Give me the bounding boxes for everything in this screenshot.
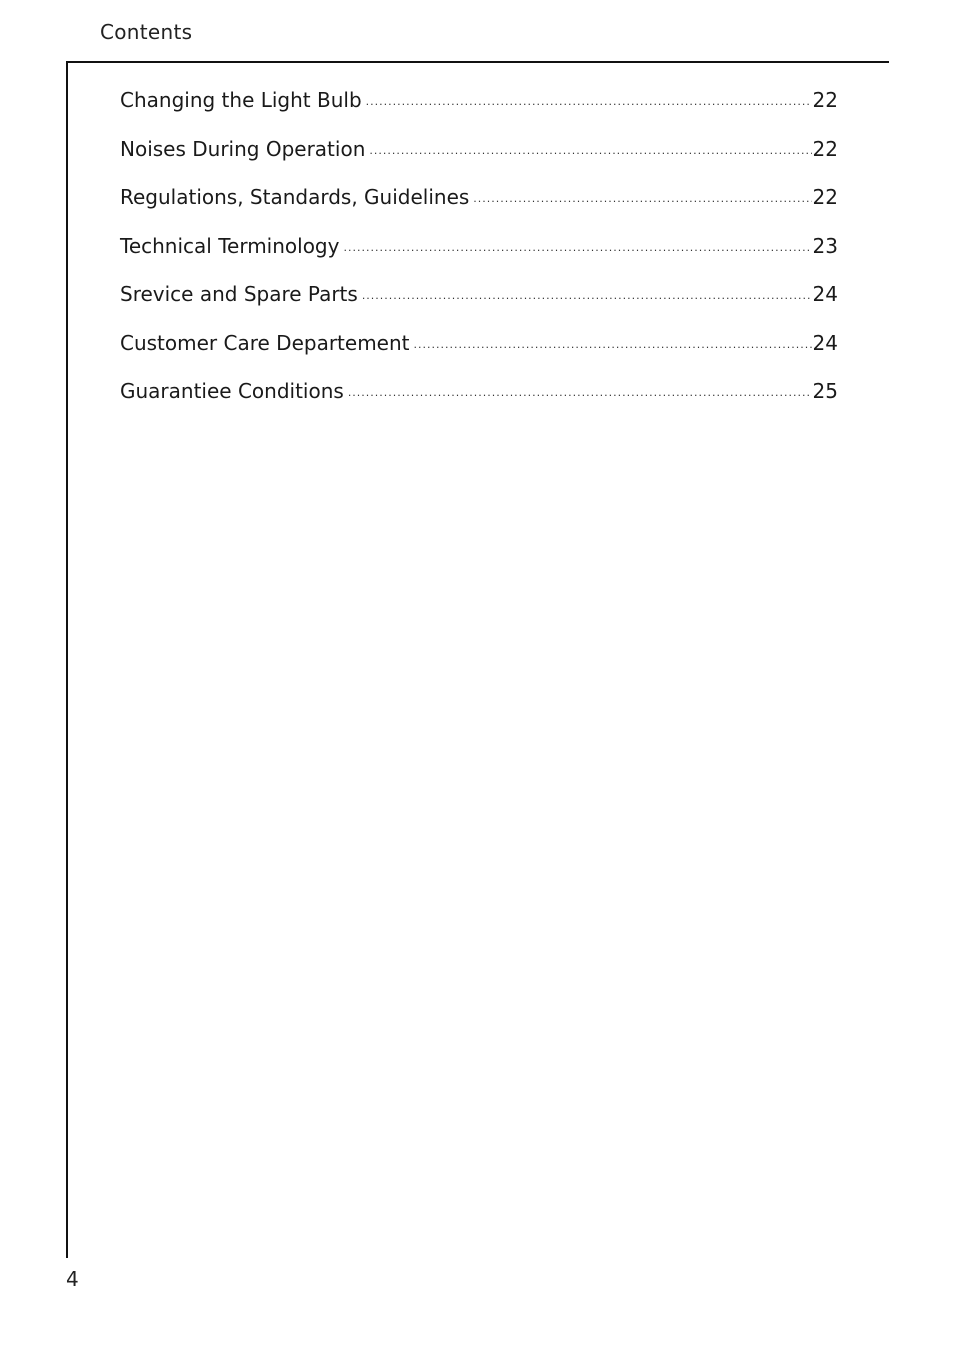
toc-entry-page: 23 <box>812 233 838 258</box>
toc-entry-service-spare-parts[interactable] <box>120 282 838 331</box>
toc-dot-leader <box>362 289 812 302</box>
toc-entry-customer-care[interactable] <box>120 331 838 380</box>
toc-entry-title: Customer Care Departement <box>120 330 410 355</box>
toc-entry-page: 25 <box>812 379 838 403</box>
toc-entry-technical-terminology[interactable] <box>120 234 838 283</box>
toc-entry-title: Noises During Operation <box>120 136 366 161</box>
toc-dot-leader <box>366 95 812 108</box>
toc-entry-regulations[interactable] <box>120 185 838 234</box>
toc-dot-leader <box>369 144 811 157</box>
left-vertical-rule <box>66 61 68 1258</box>
table-of-contents <box>120 88 838 428</box>
toc-dot-leader <box>343 241 811 254</box>
page-number: 4 <box>66 1267 79 1291</box>
toc-entry-noises-during-operation[interactable] <box>120 137 838 186</box>
toc-dot-leader <box>348 386 812 399</box>
toc-entry-title: Srevice and Spare Parts <box>120 282 358 306</box>
page-header-title: Contents <box>100 20 193 44</box>
toc-entry-title: Technical Terminology <box>120 233 340 258</box>
toc-entry-title: Regulations, Standards, Guidelines <box>120 185 470 209</box>
top-divider <box>66 61 889 63</box>
toc-entry-page: 24 <box>812 330 838 355</box>
toc-dot-leader <box>473 192 811 205</box>
toc-entry-page: 22 <box>812 185 838 209</box>
toc-entry-title: Guarantiee Conditions <box>120 379 344 403</box>
toc-entry-page: 22 <box>812 88 838 112</box>
toc-entry-page: 24 <box>812 282 838 306</box>
toc-dot-leader <box>414 338 812 351</box>
toc-entry-changing-light-bulb[interactable] <box>120 88 838 137</box>
toc-entry-title: Changing the Light Bulb <box>120 88 362 112</box>
toc-entry-page: 22 <box>812 136 838 161</box>
toc-entry-guarantee-conditions[interactable] <box>120 379 838 428</box>
